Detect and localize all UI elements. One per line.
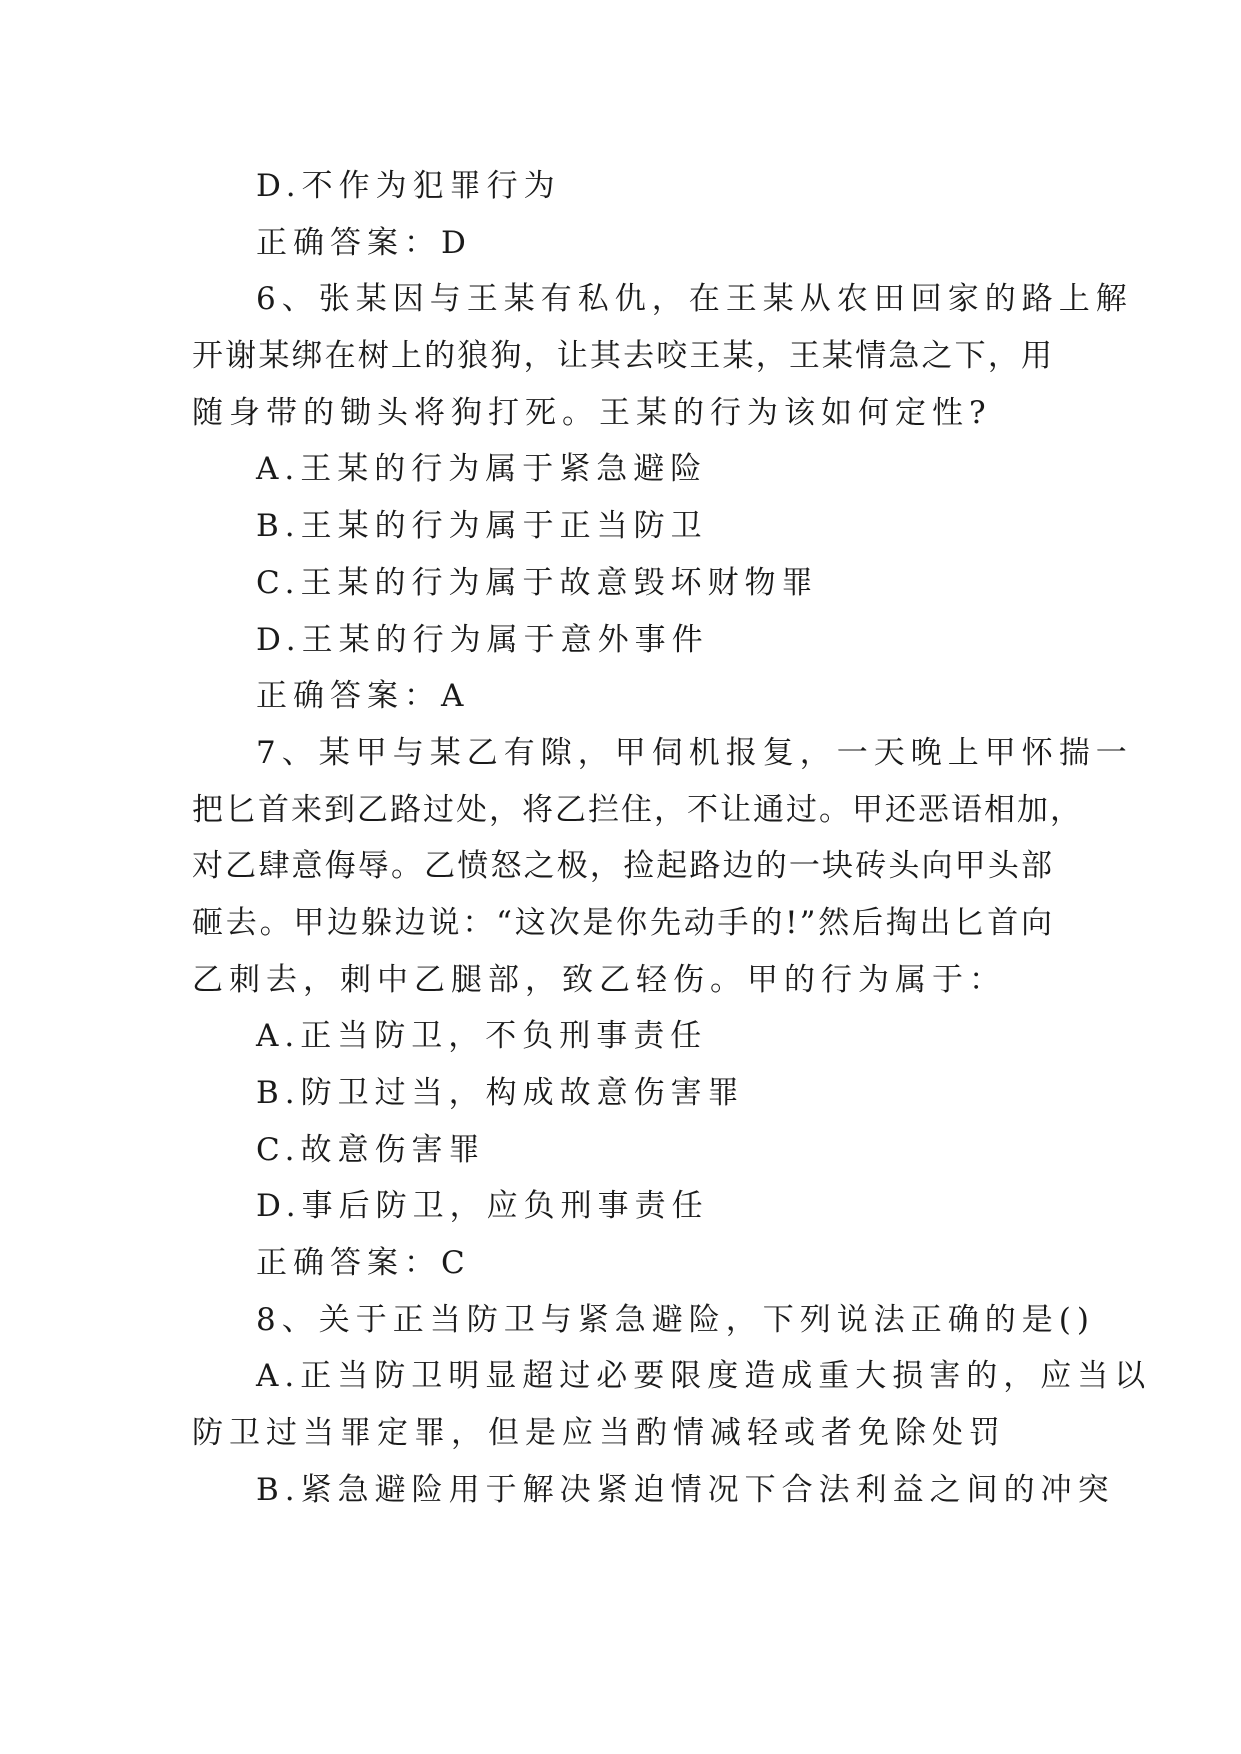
q7-option-c: C.故意伤害罪	[256, 1132, 486, 1168]
q6-option-b: B.王某的行为属于正当防卫	[256, 508, 708, 544]
q7-question-line-2: 把匕首来到乙路过处，将乙拦住，不让通过。甲还恶语相加，	[192, 792, 1083, 828]
q5-option-d: D.不作为犯罪行为	[256, 168, 561, 204]
q8-option-b: B.紧急避险用于解决紧迫情况下合法利益之间的冲突	[256, 1472, 1115, 1508]
q6-option-a: A.王某的行为属于紧急避险	[256, 451, 708, 487]
q6-option-d: D.王某的行为属于意外事件	[256, 622, 709, 658]
q6-question-line-2: 开谢某绑在树上的狼狗，让其去咬王某，王某情急之下，用	[192, 338, 1054, 374]
q8-option-a-line-2: 防卫过当罪定罪，但是应当酌情减轻或者免除处罚	[192, 1415, 1006, 1451]
q6-question-line-3: 随身带的锄头将狗打死。王某的行为该如何定性?	[192, 395, 992, 431]
q8-option-a-line-1: A.正当防卫明显超过必要限度造成重大损害的，应当以	[256, 1358, 1152, 1394]
q7-question-line-5: 乙刺去，刺中乙腿部，致乙轻伤。甲的行为属于：	[192, 962, 1006, 998]
q7-option-a: A.正当防卫，不负刑事责任	[256, 1018, 708, 1054]
q6-option-c: C.王某的行为属于故意毁坏财物罪	[256, 565, 819, 601]
q5-answer: 正确答案：D	[256, 225, 472, 261]
q8-question: 8、关于正当防卫与紧急避险，下列说法正确的是()	[256, 1302, 1095, 1338]
q7-option-d: D.事后防卫，应负刑事责任	[256, 1188, 709, 1224]
q7-answer: 正确答案：C	[256, 1245, 471, 1281]
q7-question-line-4: 砸去。甲边躲边说：“这次是你先动手的!”然后掏出匕首向	[192, 905, 1054, 941]
q7-question-line-1: 7、某甲与某乙有隙，甲伺机报复，一天晚上甲怀揣一	[256, 735, 1133, 771]
q6-question-line-1: 6、张某因与王某有私仇，在王某从农田回家的路上解	[256, 281, 1133, 317]
q7-question-line-3: 对乙肆意侮辱。乙愤怒之极，捡起路边的一块砖头向甲头部	[192, 848, 1054, 884]
q7-option-b: B.防卫过当，构成故意伤害罪	[256, 1075, 745, 1111]
q6-answer: 正确答案：A	[256, 678, 470, 714]
